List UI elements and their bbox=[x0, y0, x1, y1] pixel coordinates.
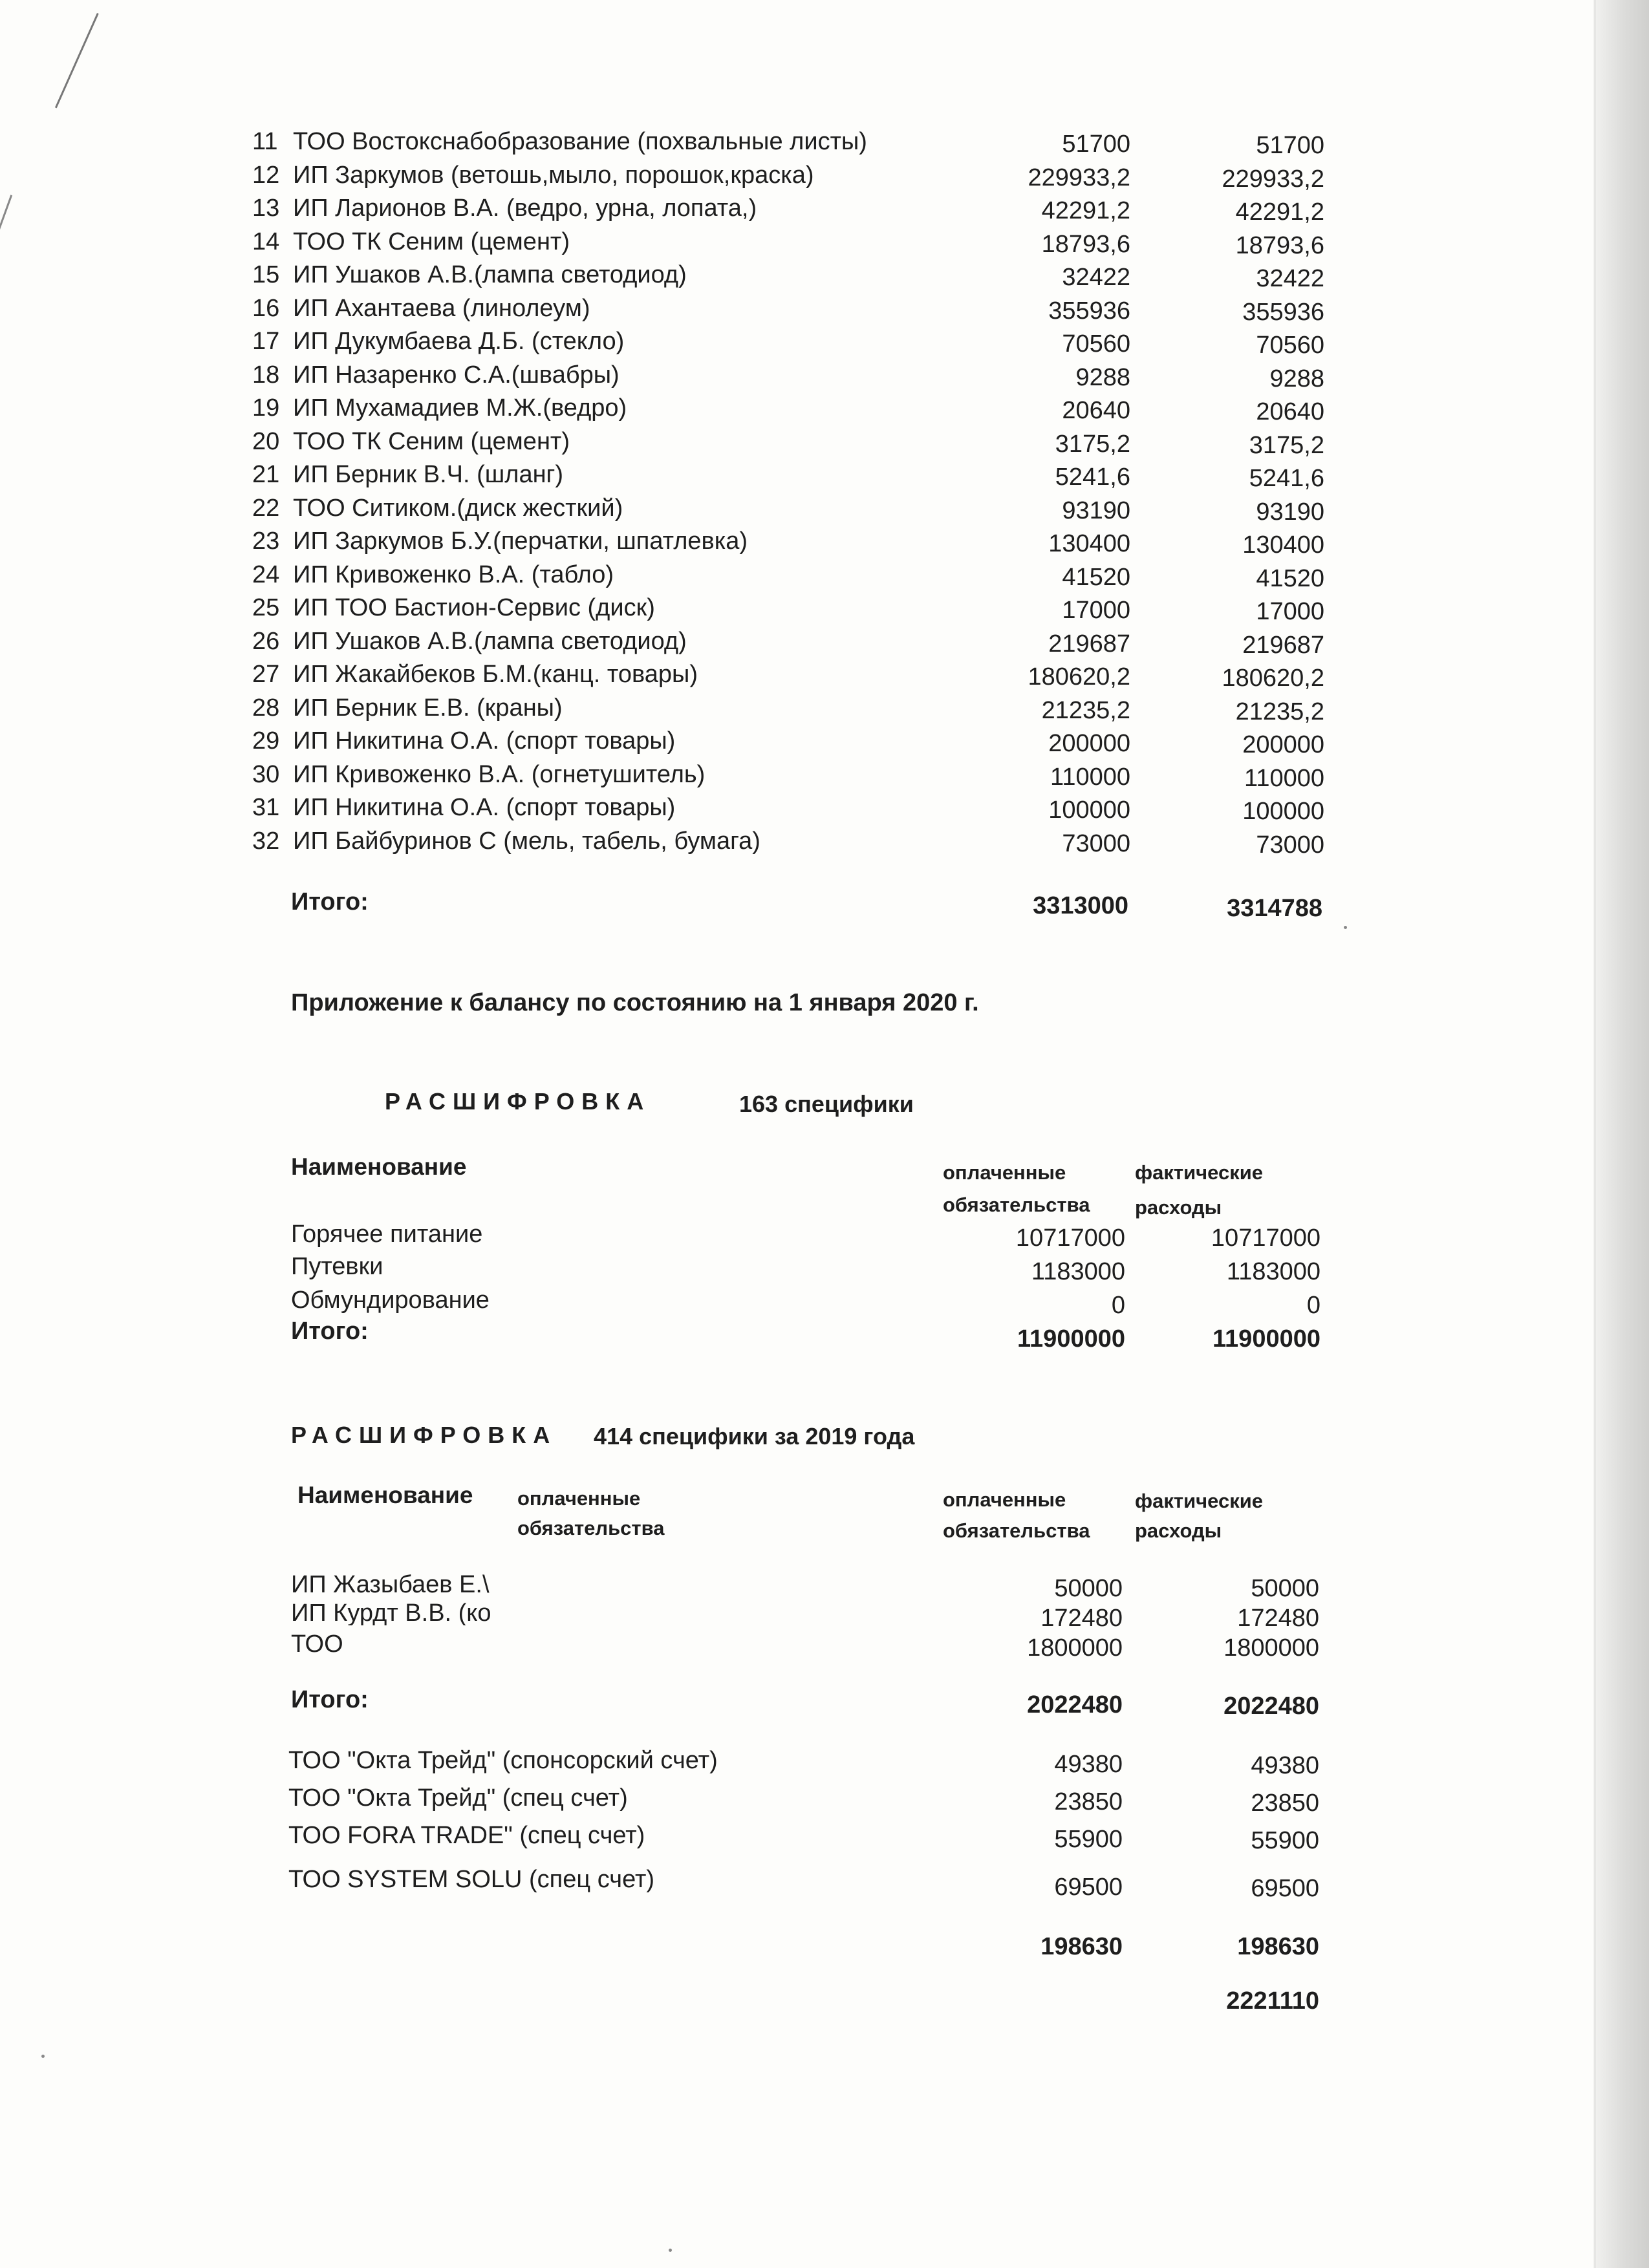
row-paid: 180620,2 bbox=[1028, 663, 1130, 690]
row-actual: 200000 bbox=[1242, 731, 1324, 758]
row-name: ИП Кривоженко В.А. (табло) bbox=[293, 561, 614, 588]
row-paid: 18793,6 bbox=[1041, 230, 1130, 258]
row-number: 27 bbox=[252, 661, 280, 688]
section414-row-paid: 50000 bbox=[1054, 1575, 1123, 1602]
row-name: ИП Заркумов (ветошь,мыло, порошок,краска) bbox=[293, 161, 814, 189]
row-paid: 200000 bbox=[1048, 730, 1130, 757]
section414-row-actual: 50000 bbox=[1251, 1575, 1319, 1602]
top-total-actual: 3314788 bbox=[1227, 895, 1322, 922]
row-number: 18 bbox=[252, 361, 280, 389]
row-number: 29 bbox=[252, 727, 280, 754]
section414-row-name: ИП Жазыбаев Е.\ bbox=[291, 1572, 490, 1597]
row-number: 15 bbox=[252, 261, 280, 288]
row-actual: 41520 bbox=[1256, 564, 1324, 592]
section163-row-actual: 0 bbox=[1306, 1292, 1320, 1319]
row-name: ТОО Ситиком.(диск жесткий) bbox=[293, 494, 623, 522]
row-name: ИП Берник Е.В. (краны) bbox=[293, 694, 563, 722]
section414-extra-row-actual: 23850 bbox=[1251, 1790, 1319, 1817]
section414-row-paid: 172480 bbox=[1040, 1605, 1123, 1632]
row-paid: 70560 bbox=[1062, 330, 1130, 358]
row-actual: 73000 bbox=[1256, 831, 1324, 859]
section163-row-name: Путевки bbox=[291, 1253, 383, 1280]
row-paid: 51700 bbox=[1062, 131, 1130, 158]
section414-extra-total-actual: 198630 bbox=[1237, 1933, 1319, 1960]
section163-title-suffix: 163 специфики bbox=[739, 1091, 914, 1117]
row-number: 28 bbox=[252, 694, 280, 722]
row-actual: 17000 bbox=[1256, 598, 1324, 625]
row-number: 31 bbox=[252, 794, 280, 821]
row-paid: 130400 bbox=[1048, 530, 1130, 557]
top-total-paid: 3313000 bbox=[1033, 892, 1128, 919]
row-actual: 110000 bbox=[1244, 764, 1324, 792]
section163-col-name: Наименование bbox=[291, 1153, 467, 1180]
scan-speck bbox=[669, 2249, 672, 2252]
section414-col-name: Наименование bbox=[297, 1482, 473, 1508]
row-name: ИП Ушаков А.В.(лампа светодиод) bbox=[293, 261, 687, 288]
row-name: ИП Жакайбеков Б.М.(канц. товары) bbox=[293, 661, 698, 688]
scan-mark bbox=[0, 195, 12, 231]
section414-extra-row-name: ТОО FORA TRADE" (спец счет) bbox=[288, 1822, 645, 1849]
row-actual: 70560 bbox=[1256, 332, 1324, 359]
section414-extra-row-paid: 69500 bbox=[1054, 1874, 1123, 1901]
section414-extra-row-name: ТОО "Окта Трейд" (спонсорский счет) bbox=[288, 1747, 718, 1774]
row-number: 13 bbox=[252, 195, 280, 222]
section414-extra-row-paid: 55900 bbox=[1054, 1826, 1123, 1853]
section414-total-actual: 2022480 bbox=[1223, 1693, 1319, 1720]
section163-row-paid: 0 bbox=[1111, 1292, 1125, 1319]
section414-extra-row-actual: 69500 bbox=[1251, 1875, 1319, 1902]
row-actual: 18793,6 bbox=[1235, 231, 1324, 259]
row-paid: 20640 bbox=[1062, 397, 1130, 424]
section414-title-suffix: 414 специфики за 2019 года bbox=[594, 1423, 915, 1450]
scan-speck bbox=[41, 2055, 45, 2058]
row-name: ИП Ларионов В.А. (ведро, урна, лопата,) bbox=[293, 195, 757, 222]
row-paid: 41520 bbox=[1062, 563, 1130, 591]
section163-col-actual-1: фактические bbox=[1135, 1161, 1264, 1184]
scan-speck bbox=[1344, 926, 1347, 929]
section414-extra-row-name: ТОО SYSTEM SOLU (спец счет) bbox=[288, 1866, 655, 1893]
row-number: 19 bbox=[252, 394, 280, 422]
row-number: 23 bbox=[252, 528, 280, 555]
section414-row-actual: 1800000 bbox=[1223, 1634, 1319, 1662]
row-number: 25 bbox=[252, 594, 280, 621]
row-paid: 100000 bbox=[1048, 797, 1130, 824]
row-paid: 32422 bbox=[1062, 264, 1130, 291]
section163-row-name: Обмундирование bbox=[291, 1287, 490, 1314]
row-number: 24 bbox=[252, 561, 280, 588]
row-actual: 100000 bbox=[1242, 798, 1324, 825]
row-name: ИП Никитина О.А. (спорт товары) bbox=[293, 794, 676, 821]
row-actual: 93190 bbox=[1256, 498, 1324, 526]
section414-col-mid-2: обязательства bbox=[517, 1517, 665, 1539]
row-paid: 93190 bbox=[1062, 497, 1130, 524]
row-number: 20 bbox=[252, 427, 280, 455]
row-actual: 180620,2 bbox=[1222, 665, 1324, 692]
row-paid: 219687 bbox=[1048, 630, 1130, 658]
row-actual: 9288 bbox=[1269, 365, 1324, 392]
section163-col-paid-2: обязательства bbox=[943, 1193, 1090, 1216]
row-name: ИП Никитина О.А. (спорт товары) bbox=[293, 727, 676, 754]
row-number: 32 bbox=[252, 827, 280, 855]
row-paid: 42291,2 bbox=[1041, 197, 1130, 224]
section414-col-paid-1: оплаченные bbox=[943, 1488, 1066, 1511]
row-name: ИП Назаренко С.А.(швабры) bbox=[293, 361, 620, 389]
row-number: 26 bbox=[252, 627, 280, 655]
row-paid: 229933,2 bbox=[1028, 164, 1130, 191]
row-name: ТОО ТК Сеним (цемент) bbox=[293, 228, 570, 255]
row-actual: 355936 bbox=[1242, 298, 1324, 326]
row-name: ТОО ТК Сеним (цемент) bbox=[293, 427, 570, 455]
section414-extra-total-paid: 198630 bbox=[1040, 1933, 1123, 1960]
row-actual: 219687 bbox=[1242, 631, 1324, 659]
row-actual: 3175,2 bbox=[1249, 431, 1324, 459]
section414-extra-row-actual: 49380 bbox=[1251, 1752, 1319, 1779]
section414-total-label: Итого: bbox=[291, 1686, 369, 1713]
row-paid: 21235,2 bbox=[1041, 696, 1130, 724]
section163-row-paid: 1183000 bbox=[1031, 1258, 1125, 1285]
row-name: ТОО Востокснабобразование (похвальные листы) bbox=[293, 128, 867, 155]
section414-extra-row-actual: 55900 bbox=[1251, 1827, 1319, 1854]
section163-row-name: Горячее питание bbox=[291, 1221, 483, 1248]
row-actual: 42291,2 bbox=[1235, 198, 1324, 226]
row-name: ИП Берник В.Ч. (шланг) bbox=[293, 461, 564, 488]
section414-extra-row-paid: 49380 bbox=[1054, 1751, 1123, 1778]
row-number: 17 bbox=[252, 328, 280, 355]
section163-col-paid-1: оплаченные bbox=[943, 1161, 1066, 1184]
appendix-title: Приложение к балансу по состоянию на 1 января 2020 г. bbox=[291, 989, 979, 1016]
row-number: 16 bbox=[252, 294, 280, 322]
row-name: ИП Дукумбаева Д.Б. (стекло) bbox=[293, 328, 625, 355]
row-number: 30 bbox=[252, 760, 280, 788]
section163-title: РАСШИФРОВКА bbox=[385, 1088, 651, 1115]
row-paid: 3175,2 bbox=[1055, 430, 1130, 458]
section414-extra-row-name: ТОО "Окта Трейд" (спец счет) bbox=[288, 1784, 628, 1812]
section163-total-label: Итого: bbox=[291, 1318, 369, 1345]
row-name: ИП Байбуринов С (мель, табель, бумага) bbox=[293, 827, 760, 855]
row-paid: 5241,6 bbox=[1055, 464, 1130, 491]
row-paid: 73000 bbox=[1062, 829, 1130, 857]
row-number: 14 bbox=[252, 228, 280, 255]
section414-col-paid-2: обязательства bbox=[943, 1519, 1090, 1542]
row-paid: 9288 bbox=[1075, 363, 1130, 391]
section163-total-actual: 11900000 bbox=[1212, 1325, 1320, 1353]
row-actual: 229933,2 bbox=[1222, 165, 1324, 193]
row-actual: 20640 bbox=[1256, 398, 1324, 425]
section414-grand-total: 2221110 bbox=[1226, 1987, 1319, 2015]
row-name: ИП Заркумов Б.У.(перчатки, шпатлевка) bbox=[293, 528, 748, 555]
row-actual: 5241,6 bbox=[1249, 465, 1324, 492]
section414-row-paid: 1800000 bbox=[1027, 1634, 1123, 1662]
row-paid: 17000 bbox=[1062, 597, 1130, 624]
section414-extra-row-paid: 23850 bbox=[1054, 1788, 1123, 1815]
row-number: 21 bbox=[252, 461, 280, 488]
section414-col-mid-1: оплаченные bbox=[517, 1487, 641, 1510]
section414-col-actual-1: фактические bbox=[1135, 1490, 1264, 1512]
section414-row-name: ТОО bbox=[291, 1631, 343, 1658]
row-name: ИП Кривоженко В.А. (огнетушитель) bbox=[293, 760, 706, 788]
section163-total-paid: 11900000 bbox=[1017, 1325, 1125, 1353]
row-paid: 110000 bbox=[1050, 763, 1130, 791]
row-name: ИП Ахантаева (линолеум) bbox=[293, 294, 590, 322]
row-paid: 355936 bbox=[1048, 297, 1130, 325]
scan-mark bbox=[55, 13, 99, 108]
section414-total-paid: 2022480 bbox=[1027, 1691, 1123, 1718]
row-actual: 32422 bbox=[1256, 265, 1324, 292]
top-total-label: Итого: bbox=[291, 888, 369, 915]
row-name: ИП ТОО Бастион-Сервис (диск) bbox=[293, 594, 655, 621]
page-edge-shadow bbox=[1593, 0, 1649, 2268]
row-actual: 51700 bbox=[1256, 132, 1324, 159]
section414-row-name: ИП Курдт В.В. (ко bbox=[291, 1601, 491, 1625]
section163-row-paid: 10717000 bbox=[1015, 1225, 1125, 1252]
section163-col-actual-2: расходы bbox=[1135, 1196, 1222, 1219]
row-number: 11 bbox=[252, 128, 278, 155]
row-number: 22 bbox=[252, 494, 280, 522]
page-edge-line bbox=[1594, 0, 1596, 2268]
row-actual: 21235,2 bbox=[1235, 698, 1324, 725]
section163-row-actual: 1183000 bbox=[1226, 1258, 1320, 1285]
section414-col-actual-2: расходы bbox=[1135, 1519, 1222, 1542]
row-actual: 130400 bbox=[1242, 531, 1324, 559]
row-name: ИП Мухамадиев М.Ж.(ведро) bbox=[293, 394, 627, 422]
section414-row-actual: 172480 bbox=[1237, 1605, 1319, 1632]
row-number: 12 bbox=[252, 161, 280, 189]
section163-row-actual: 10717000 bbox=[1211, 1225, 1320, 1252]
section414-title: РАСШИФРОВКА bbox=[291, 1422, 557, 1448]
row-name: ИП Ушаков А.В.(лампа светодиод) bbox=[293, 627, 687, 655]
